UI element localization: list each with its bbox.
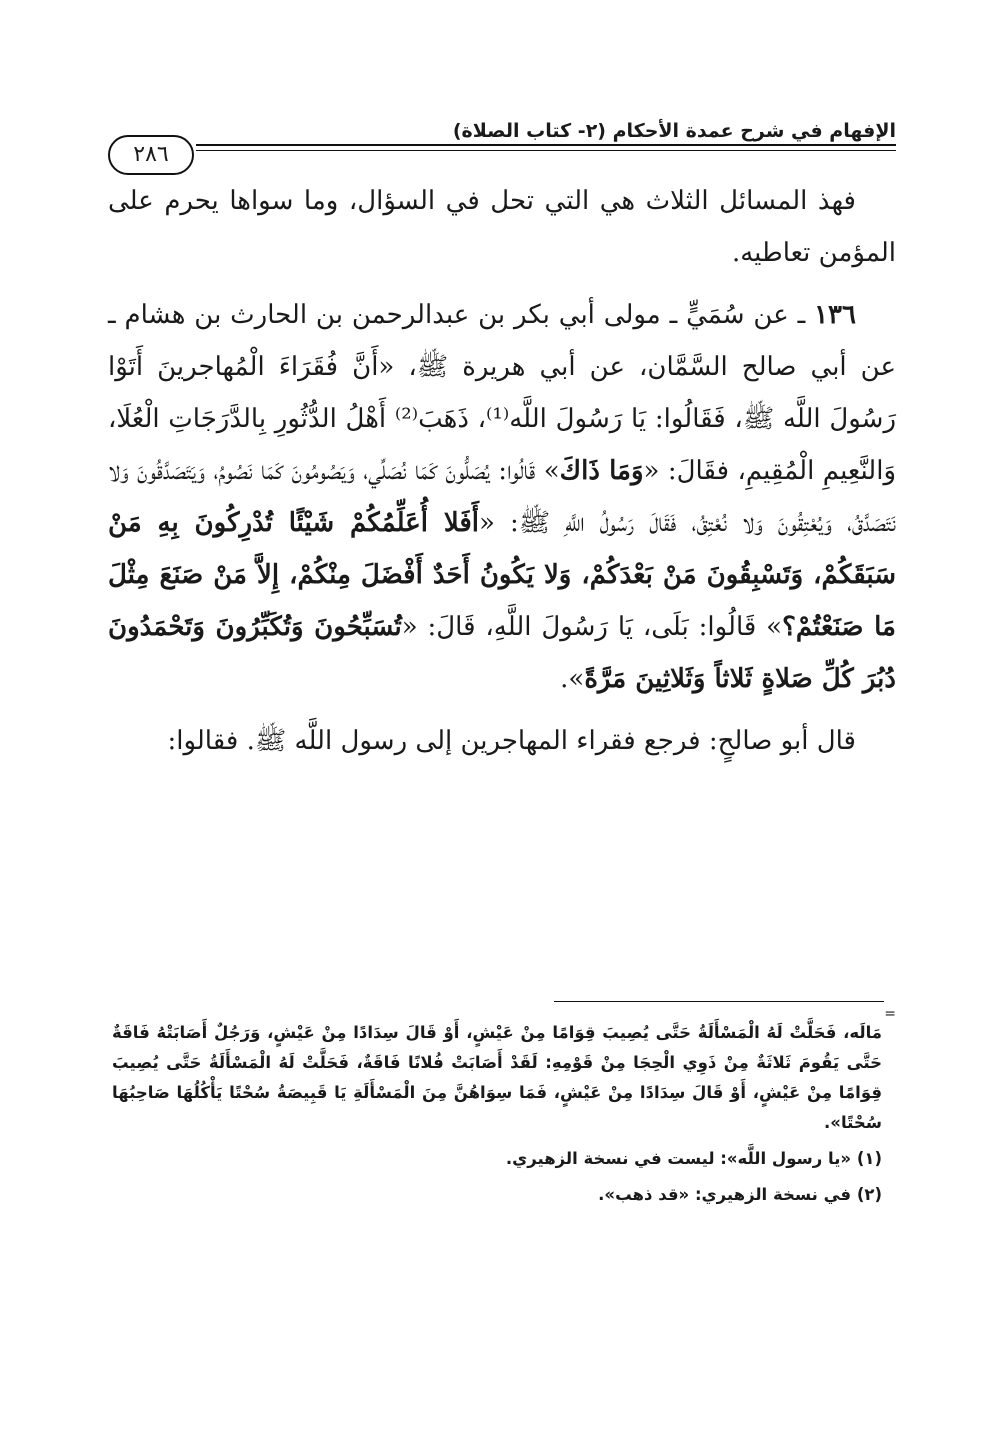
- intro-paragraph: فهذ المسائل الثلاث هي التي تحل في السؤال، وما سواها يحرم على المؤمن تعاطيه.: [108, 186, 896, 268]
- hadith-text: » قَالُوا: يُصَلُّونَ كَمَا نُصَلِّي، وَيَصُومُونَ كَمَا نَصُومُ، وَيَتَصَدَّقُونَ وَلا نَتَصَدَّقُ، وَيُعْتِقُونَ وَلا نُعْتِقُ، فَقَالَ رَسُولُ اللَّهِ ﷺ: «: [108, 456, 896, 538]
- running-header-title: الإفهام في شرح عمدة الأحكام (٢- كتاب الصلاة): [452, 120, 896, 142]
- main-text: [108, 175, 896, 767]
- footnote-2: (٢) في نسخة الزهيري: «قد ذهب».: [598, 1185, 882, 1204]
- footnotes: [112, 1018, 882, 1210]
- hadith-text: «أَنَّ فُقَرَاءَ الْمُهاجرينَ أَتَوْا رَسُولَ اللَّه ﷺ، فَقَالُوا: يَا رَسُولَ اللَّه⁽¹⁾، ذَهَبَ⁽²⁾ أَهْلُ الدُّثُورِ بِالدَّرَجَاتِ الْعُلَا، وَالنَّعِيمِ الْمُقِيمِ، فقَالَ: «: [108, 352, 897, 486]
- footnote-separator: [554, 1001, 884, 1002]
- prophet-quote: أَفَلا أُعَلِّمُكُمْ شَيْئًا تُدْرِكُونَ بِهِ مَنْ سَبَقَكُمْ، وَتَسْبِقُونَ مَنْ بَعْدَكُمْ، وَلا يَكُونُ أَحَدٌ أَفْضَلَ مِنْكُمْ، إِلاَّ مَنْ صَنَعَ مِثْلَ مَا صَنَعْتُمْ؟: [108, 508, 896, 642]
- page-number: ٢٨٦: [108, 135, 194, 175]
- hadith-number: ١٣٦: [814, 300, 856, 330]
- hadith-text: » قَالُوا: بَلَى، يَا رَسُولَ اللَّهِ، قَالَ: «: [401, 612, 783, 642]
- footnote-continuation-mark: =: [884, 1006, 896, 1022]
- hadith-narration: ـ عن سُمَيٍّ ـ مولى أبي بكر بن عبدالرحمن بن الحارث بن هشام ـ عن أبي صالح السَّمَّان، عن أبي هريرة ﷺ،: [108, 300, 896, 382]
- prophet-quote: تُسَبِّحُونَ وَتُكَبِّرُونَ وَتَحْمَدُونَ دُبُرَ كُلِّ صَلاةٍ ثَلاثاً وَثَلاثِينَ مَرَّةً: [108, 612, 896, 694]
- prophet-quote: وَمَا ذَاكَ: [559, 456, 644, 486]
- hadith-text: ».: [560, 664, 585, 694]
- footnote-1: (١) «يا رسول اللَّه»: ليست في نسخة الزهيري.: [505, 1149, 882, 1168]
- final-paragraph: قال أبو صالحٍ: فرجع فقراء المهاجرين إلى رسول اللَّه ﷺ. فقالوا:: [167, 726, 856, 756]
- hadith-paragraph: [108, 289, 896, 705]
- header-rule: [196, 144, 896, 151]
- page-header: [108, 112, 896, 176]
- footnote-continuation: مَالَه، فَحَلَّتْ لَهُ الْمَسْأَلَةُ حَتَّى يُصِيبَ قِوَامًا مِنْ عَيْشٍ، أَوْ قَالَ سِدَادًا مِنْ عَيْشٍ، وَرَجُلٌ أَصَابَتْهُ فَاقَةٌ حَتَّى يَقُومَ ثَلاثَةٌ مِنْ ذَوِي الْحِجَا مِنْ قَوْمِهِ: لَقَدْ أَصَابَتْ فُلانًا فَاقَةٌ، فَحَلَّتْ لَهُ الْمَسْأَلَةُ حَتَّى يُصِيبَ قِوَامًا مِنْ عَيْشٍ، أَوْ قَالَ سِدَادًا مِنْ عَيْشٍ، فَمَا سِوَاهُنَّ مِنَ الْمَسْأَلَةِ يَا قَبِيصَةُ سُحْتًا يَأْكُلُهَا صَاحِبُهَا سُحْتًا».: [112, 1023, 882, 1132]
